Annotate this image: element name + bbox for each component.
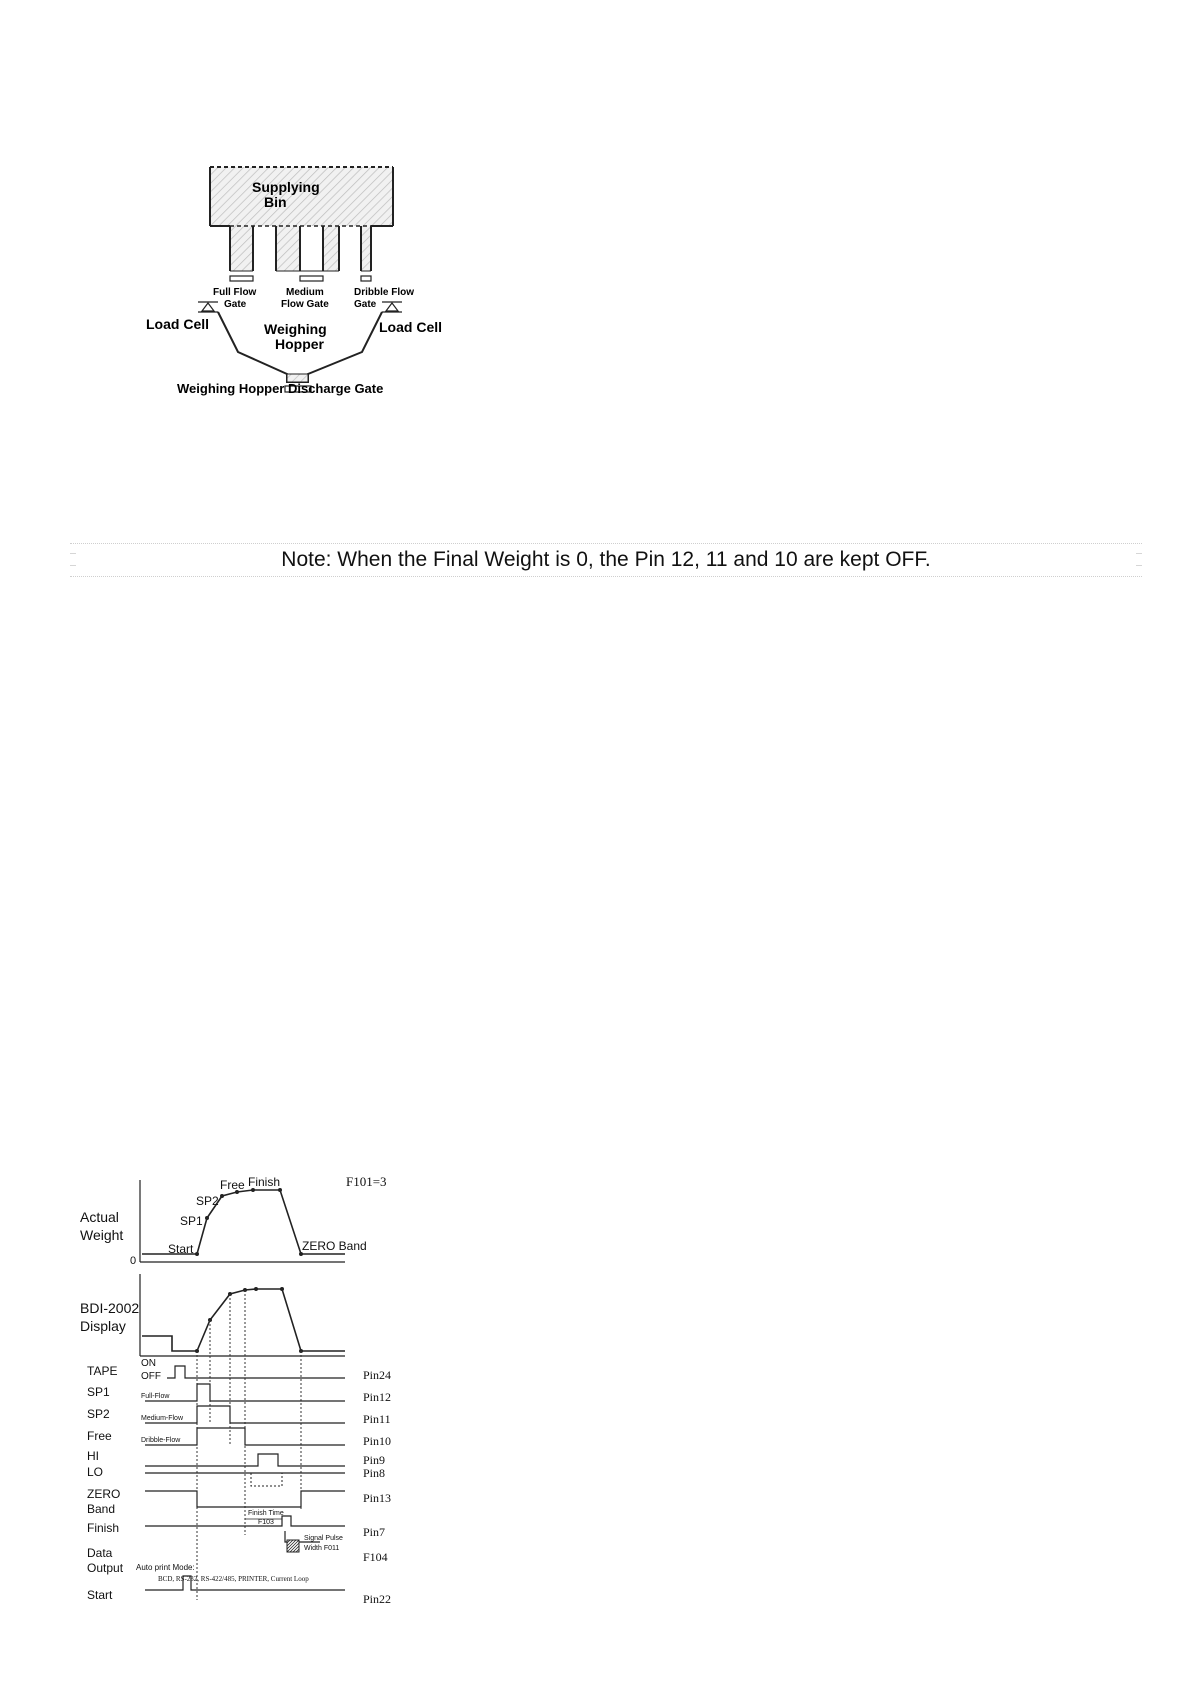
signal-name: Start (87, 1588, 113, 1602)
actual-weight-line1: Actual (80, 1209, 119, 1225)
signal-name-2: Band (87, 1502, 116, 1516)
dribble-flow-gate (361, 276, 371, 281)
dribble-flow-label-line2: Gate (354, 299, 377, 310)
label-sp2: SP2 (196, 1194, 219, 1208)
off-label: OFF (141, 1371, 161, 1382)
note-tick (70, 553, 76, 554)
pin-label: Pin13 (363, 1491, 392, 1505)
hopper-label-line1: Weighing (264, 321, 327, 337)
signal-name: SP1 (87, 1385, 110, 1399)
auto-print-label: Auto print Mode: (136, 1563, 195, 1572)
label-zero-band: ZERO Band (302, 1239, 367, 1253)
signal-name: TAPE (87, 1364, 118, 1378)
dribble-flow-label: Dribble-Flow (141, 1437, 181, 1444)
data-output-block (287, 1540, 299, 1552)
signal-pulse-line1: Signal Pulse (304, 1535, 343, 1542)
pin-label: Pin11 (363, 1412, 391, 1426)
pin-label: Pin12 (363, 1390, 392, 1404)
discharge-gate-label: Weighing Hopper Discharge Gate (177, 381, 384, 396)
load-cell-right-icon (382, 302, 402, 312)
note-tick (1136, 553, 1142, 554)
signal-name: HI (87, 1449, 99, 1463)
actual-weight-line2: Weight (80, 1227, 124, 1243)
mode-label: F101=3 (346, 1174, 387, 1189)
medium-flow-label: Medium-Flow (141, 1415, 184, 1422)
full-flow-label-line2: Gate (224, 299, 247, 310)
label-finish: Finish (248, 1175, 281, 1189)
full-flow-gate (230, 276, 253, 281)
pin-label: Pin10 (363, 1434, 392, 1448)
medium-flow-label-line1: Medium (286, 287, 324, 298)
bin-label-line2: Bin (264, 194, 287, 210)
on-label: ON (141, 1358, 156, 1369)
hopper-diagram (140, 160, 470, 410)
note-tick (70, 565, 76, 566)
finish-time-line1: Finish Time (248, 1510, 284, 1517)
medium-flow-gate (300, 276, 323, 281)
signal-name: SP2 (87, 1407, 110, 1421)
medium-flow-label-line2: Flow Gate (281, 299, 329, 310)
pin-label: Pin7 (363, 1525, 386, 1539)
label-start: Start (168, 1242, 194, 1256)
timing-diagram (75, 1170, 415, 1620)
signal-name-2: Output (87, 1561, 124, 1575)
note-box (70, 543, 1142, 577)
signal-name: Free (87, 1429, 112, 1443)
pin-label: Pin9 (363, 1453, 386, 1467)
zero-tick: 0 (130, 1255, 137, 1267)
display-line1: BDI-2002 (80, 1300, 140, 1316)
pin-label: Pin24 (363, 1368, 392, 1382)
label-free: Free (220, 1178, 245, 1192)
interfaces-label: BCD, RS-232, RS-422/485, PRINTER, Current Loop (158, 1575, 309, 1583)
signal-name: LO (87, 1465, 104, 1479)
load-cell-left-icon (198, 302, 218, 312)
signal-name: ZERO (87, 1487, 121, 1501)
full-flow-label-line1: Full Flow (213, 287, 257, 298)
dribble-flow-label-line1: Dribble Flow (354, 287, 414, 298)
load-cell-left-label: Load Cell (146, 316, 210, 332)
display-line2: Display (80, 1318, 126, 1334)
full-flow-label: Full-Flow (141, 1393, 170, 1400)
note-tick (1136, 565, 1142, 566)
label-sp1: SP1 (180, 1214, 203, 1228)
finish-time-line2: F103 (258, 1519, 274, 1526)
signal-name: Finish (87, 1521, 120, 1535)
pin-label: F104 (363, 1550, 388, 1564)
note-text: Note: When the Final Weight is 0, the Pin 12, 11 and 10 are kept OFF. (281, 548, 931, 571)
signal-name: Data (87, 1546, 113, 1560)
pin-label: Pin8 (363, 1466, 386, 1480)
signal-pulse-line2: Width F011 (304, 1545, 340, 1552)
pin-label: Pin22 (363, 1592, 392, 1606)
load-cell-right-label: Load Cell (379, 319, 443, 335)
hopper-label-line2: Hopper (275, 336, 324, 352)
bin-label-line1: Supplying (252, 179, 320, 195)
